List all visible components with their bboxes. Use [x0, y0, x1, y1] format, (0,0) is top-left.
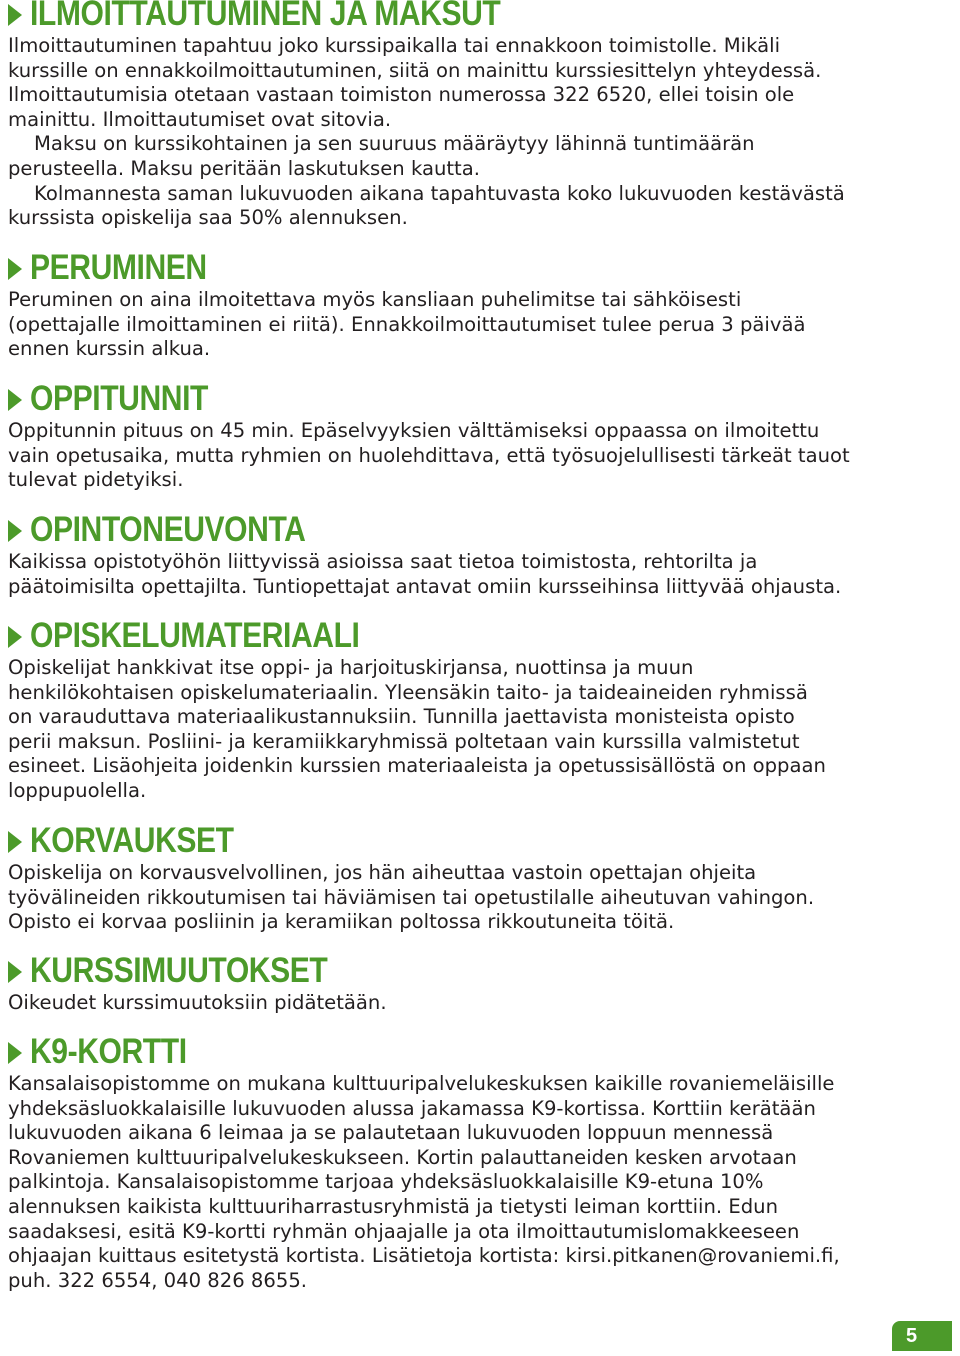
text-line: työvälineiden rikkoutumisen tai häviämisen tai opetustilalle aiheutuvan vahingon. — [8, 885, 815, 909]
section-heading — [8, 248, 952, 288]
section-study-guidance — [8, 510, 952, 599]
section-lessons — [8, 379, 952, 493]
text-line: Ilmoittautumisia otetaan vastaan toimiston numerossa 322 6520, ellei toisin ole — [8, 83, 795, 107]
text-line: Rovaniemen kulttuuripalvelukeskukseen. Kortin palauttaneiden kesken arvotaan — [8, 1145, 797, 1169]
text-line: on varauduttava materiaalikustannuksiin. Tunnilla jaettavista monisteista opisto — [8, 705, 795, 729]
text-line: tulevat pidetyiksi. — [8, 468, 184, 492]
section-heading — [8, 951, 952, 991]
text-line: ennen kurssin alkua. — [8, 337, 211, 361]
text-line: loppupuolella. — [8, 778, 147, 802]
page-number: 5 — [906, 1325, 918, 1347]
section-title: KORVAUKSET — [30, 821, 234, 860]
section-body — [8, 550, 952, 599]
section-title: OPISKELUMATERIAALI — [30, 616, 360, 655]
section-body — [8, 1072, 952, 1293]
text-line: perusteella. Maksu peritään laskutuksen kautta. — [8, 156, 480, 180]
text-line: saadaksesi, esitä K9-kortti ryhmän ohjaajalle ja ota ilmoittautumislomakkeeseen — [8, 1219, 800, 1243]
section-course-changes — [8, 951, 952, 1016]
text-line: esineet. Lisäohjeita joidenkin kurssien materiaaleista ja opetussisällöstä on oppaan — [8, 754, 826, 778]
text-line: Peruminen on aina ilmoitettava myös kansliaan puhelimitse tai sähköisesti — [8, 288, 742, 311]
section-study-material — [8, 616, 952, 804]
text-line: Oikeudet kurssimuutoksiin pidätetään. — [8, 991, 387, 1014]
text-line: puh. 322 6554, 040 826 8655. — [8, 1268, 308, 1292]
text-line: Oppitunnin pituus on 45 min. Epäselvyyksien välttämiseksi oppaassa on ilmoitettu — [8, 419, 820, 442]
section-cancellation — [8, 248, 952, 362]
text-line: Kaikissa opistotyöhön liittyvissä asioissa saat tietoa toimistosta, rehtorilta ja — [8, 550, 758, 573]
text-line: päätoimisilta opettajilta. Tuntiopettajat antavat omiin kursseihinsa liittyvää ohjausta. — [8, 574, 842, 598]
arrow-bullet-icon — [8, 4, 22, 26]
text-line: alennuksen kaikista kulttuuriharrastusryhmistä ja tietysti leiman korttiin. Edun — [8, 1194, 778, 1218]
section-heading — [8, 379, 952, 419]
section-heading — [8, 510, 952, 550]
text-line: Ilmoittautuminen tapahtuu joko kurssipaikalla tai ennakkoon toimistolle. Mikäli — [8, 34, 781, 57]
text-line: lukuvuoden aikana 6 leimaa ja se palautetaan lukuvuoden loppuun mennessä — [8, 1121, 774, 1145]
arrow-bullet-icon — [8, 520, 22, 542]
section-body — [8, 991, 952, 1016]
section-title: OPPITUNNIT — [30, 379, 208, 418]
text-line: Kansalaisopistomme on mukana kulttuuripalvelukeskuksen kaikille rovaniemeläisille — [8, 1072, 835, 1095]
text-line: vain opetusaika, mutta ryhmien on huolehdittava, että työsuojelullisesti tärkeät tauot — [8, 443, 850, 467]
arrow-bullet-icon — [8, 961, 22, 983]
section-body — [8, 288, 952, 362]
section-body — [8, 34, 952, 231]
section-body — [8, 419, 952, 493]
section-body — [8, 656, 952, 804]
text-line: yhdeksäsluokkalaisille lukuvuoden alussa jakamassa K9-kortissa. Korttiin kerätään — [8, 1096, 816, 1120]
text-line: Maksu on kurssikohtainen ja sen suuruus määräytyy lähinnä tuntimäärän — [34, 132, 755, 156]
arrow-bullet-icon — [8, 831, 22, 853]
section-title: ILMOITTAUTUMINEN JA MAKSUT — [30, 0, 501, 33]
text-line: palkintoja. Kansalaisopistomme tarjoaa yhdeksäsluokkalaisille K9-etuna 10% — [8, 1170, 764, 1194]
section-heading — [8, 1032, 952, 1072]
section-heading — [8, 616, 952, 656]
text-line: (opettajalle ilmoittaminen ei riitä). Ennakkoilmoittautumiset tulee perua 3 päivää — [8, 312, 806, 336]
section-title: OPINTONEUVONTA — [30, 510, 306, 549]
section-title: K9-KORTTI — [30, 1032, 187, 1071]
text-line: Kolmannesta saman lukuvuoden aikana tapahtuvasta koko lukuvuoden kestävästä — [34, 181, 845, 205]
text-line: Opisto ei korvaa posliinin ja keramiikan poltossa rikkoutuneita töitä. — [8, 910, 675, 934]
section-body — [8, 861, 952, 935]
text-line: Opiskelijat hankkivat itse oppi- ja harjoituskirjansa, nuottinsa ja muun — [8, 656, 694, 679]
section-title: PERUMINEN — [30, 248, 207, 287]
text-line: henkilökohtaisen opiskelumateriaalin. Yleensäkin taito- ja taideaineiden ryhmissä — [8, 680, 808, 704]
section-heading — [8, 821, 952, 861]
text-line: perii maksun. Posliini- ja keramiikkaryhmissä poltetaan vain kurssilla valmistetut — [8, 729, 800, 753]
arrow-bullet-icon — [8, 1042, 22, 1064]
arrow-bullet-icon — [8, 258, 22, 280]
section-registration — [8, 0, 952, 231]
section-heading — [8, 0, 952, 34]
text-line: kurssista opiskelija saa 50% alennuksen. — [8, 206, 408, 230]
section-k9-card — [8, 1032, 952, 1293]
text-line: Opiskelija on korvausvelvollinen, jos hän aiheuttaa vastoin opettajan ohjeita — [8, 861, 757, 884]
text-line: mainittu. Ilmoittautumiset ovat sitovia. — [8, 107, 392, 131]
text-line: kurssille on ennakkoilmoittautuminen, siitä on mainittu kurssiesittelyn yhteydessä. — [8, 58, 822, 82]
text-line: ohjaajan kuittaus esitetystä kortista. Lisätietoja kortista: kirsi.pitkanen@rovaniemi.fi, — [8, 1244, 840, 1268]
page-number-badge — [892, 1321, 952, 1351]
section-title: KURSSIMUUTOKSET — [30, 951, 328, 990]
arrow-bullet-icon — [8, 626, 22, 648]
section-compensation — [8, 821, 952, 935]
arrow-bullet-icon — [8, 389, 22, 411]
